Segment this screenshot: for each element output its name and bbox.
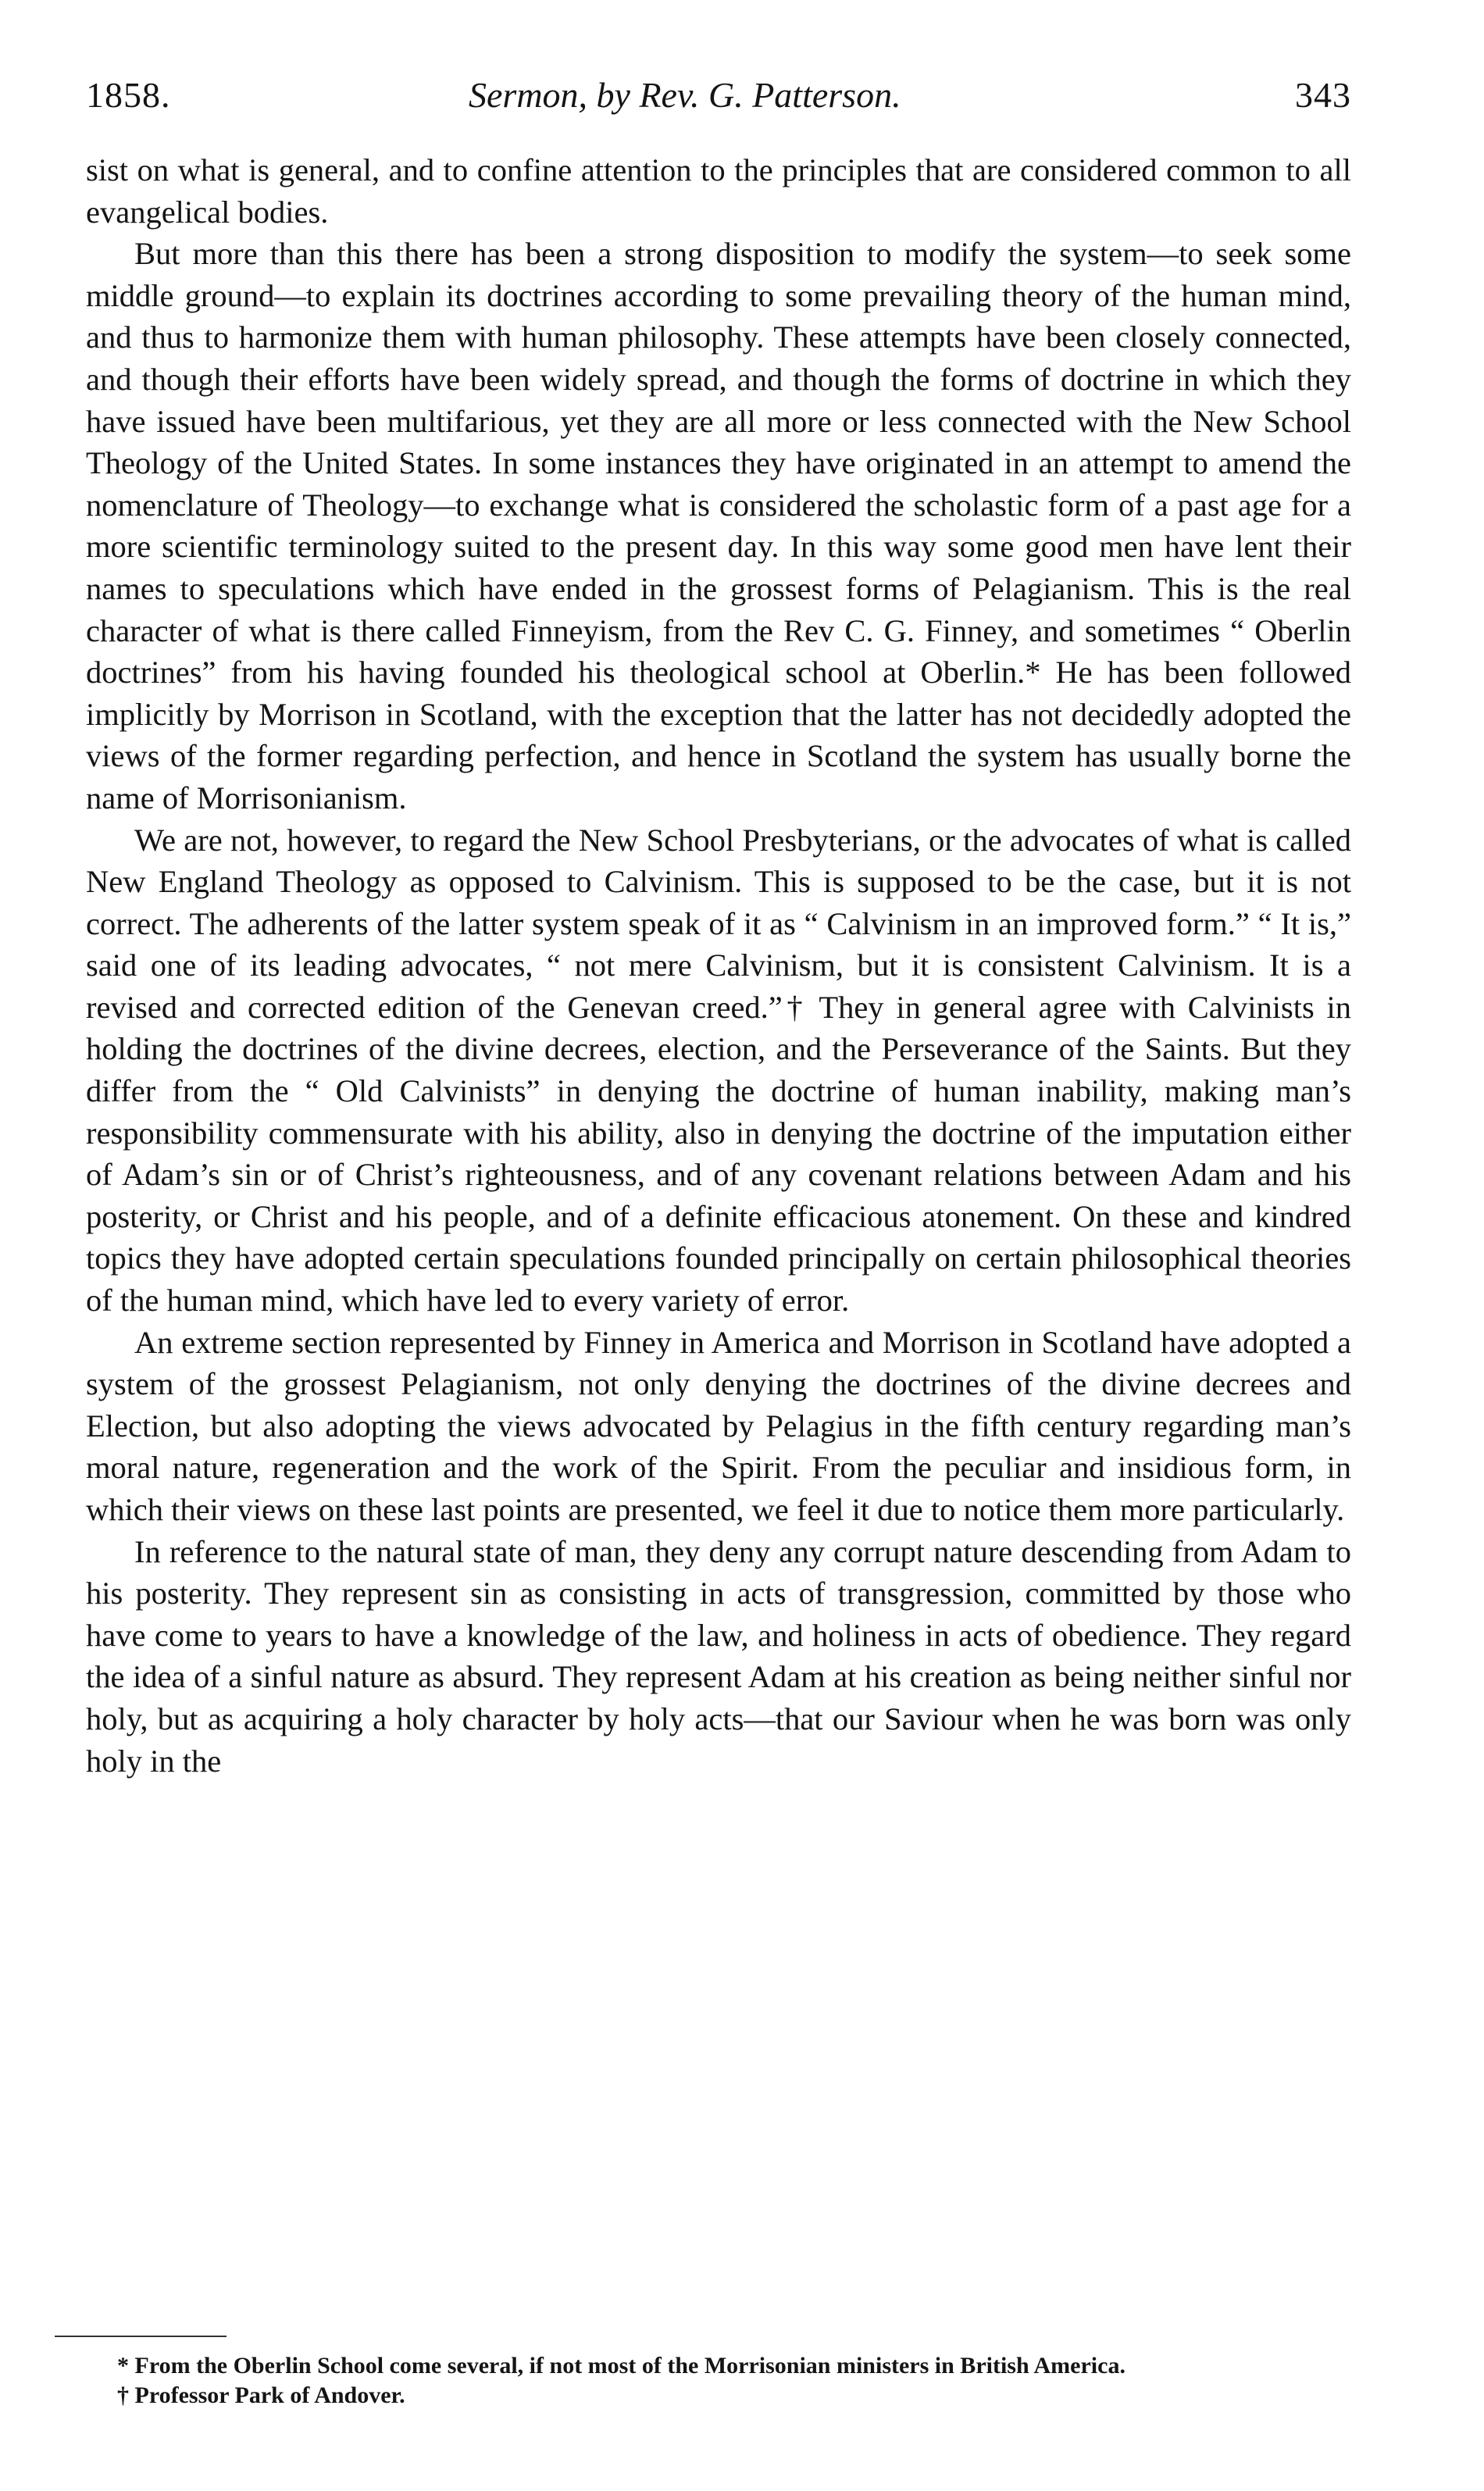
- book-page: [86, 74, 1351, 1782]
- footnotes: [86, 2351, 1351, 2411]
- footnote-dagger: † Professor Park of Andover.: [117, 2382, 405, 2408]
- paragraph: But more than this there has been a strong disposition to modify the system—to seek some middle ground—to explain its doctrines according to some prevailing theory of the human mind, and thus to harmonize them with human philosophy. These attempts have been closely connected, and though their efforts have been widely spread, and though the forms of doctrine in which they have issued have been multifarious, yet they are all more or less connected with the New School Theology of the United States. In some instances they have originated in an attempt to amend the nomenclature of Theology—to exchange what is considered the scholastic form of a past age for a more scientific terminology suited to the present day. In this way some good men have lent their names to speculations which have ended in the grossest forms of Pelagianism. This is the real character of what is there called Finneyism, from the Rev C. G. Finney, and sometimes “ Oberlin doctrines” from his having founded his theological school at Oberlin.* He has been followed implicitly by Morrison in Scotland, with the exception that the latter has not decidedly adopted the views of the former regarding perfection, and hence in Scotland the system has usually borne the name of Morrisonianism.: [86, 236, 1351, 815]
- paragraph-continued: sist on what is general, and to confine attention to the principles that are considered common to all evangelical bodies.: [86, 152, 1351, 230]
- running-head: [86, 74, 1351, 121]
- paragraph: We are not, however, to regard the New School Presbyterians, or the advocates of what is called New England Theology as opposed to Calvinism. This is supposed to be the case, but it is not correct. The adherents of the latter system speak of it as “ Calvinism in an improved form.” “ It is,” said one of its leading advocates, “ not mere Calvinism, but it is consistent Calvinism. It is a revised and corrected edition of the Genevan creed.”† They in general agree with Calvinists in holding the doctrines of the divine decrees, election, and the Perseverance of the Saints. But they differ from the “ Old Calvinists” in denying the doctrine of human inability, making man’s responsibility commensurate with his ability, also in denying the doctrine of the imputation either of Adam’s sin or of Christ’s righteousness, and of any covenant relations between Adam and his posterity, or Christ and his people, and of a definite efficacious atonement. On these and kindred topics they have adopted certain speculations founded principally on certain philosophical theories of the human mind, which have led to every variety of error.: [86, 822, 1351, 1319]
- paragraph: In reference to the natural state of man, they deny any corrupt nature descending from Adam to his posterity. They represent sin as consisting in acts of transgression, committed by those who have come to years to have a knowledge of the law, and holiness in acts of obedience. They regard the idea of a sinful nature as absurd. They represent Adam at his creation as being neither sinful nor holy, but as acquiring a holy character by holy acts—that our Saviour when he was born was only holy in the: [86, 1533, 1351, 1779]
- running-head-year: 1858.: [86, 75, 171, 115]
- paragraph: An extreme section represented by Finney in America and Morrison in Scotland have adopted a system of the grossest Pelagianism, not only denying the doctrines of the divine decrees and Election, but also adopting the views advocated by Pelagius in the fifth century regarding man’s moral nature, regeneration and the work of the Spirit. From the peculiar and insidious form, in which their views on these last points are presented, we feel it due to notice them more particularly.: [86, 1324, 1351, 1527]
- footnote-asterisk: * From the Oberlin School come several, if not most of the Morrisonian ministers in British America.: [117, 2353, 1125, 2379]
- page-number: 343: [1295, 75, 1351, 115]
- sermon-body: [86, 149, 1351, 1782]
- footnote-divider: [55, 2336, 227, 2337]
- running-head-title: Sermon, by Rev. G. Patterson.: [469, 75, 901, 115]
